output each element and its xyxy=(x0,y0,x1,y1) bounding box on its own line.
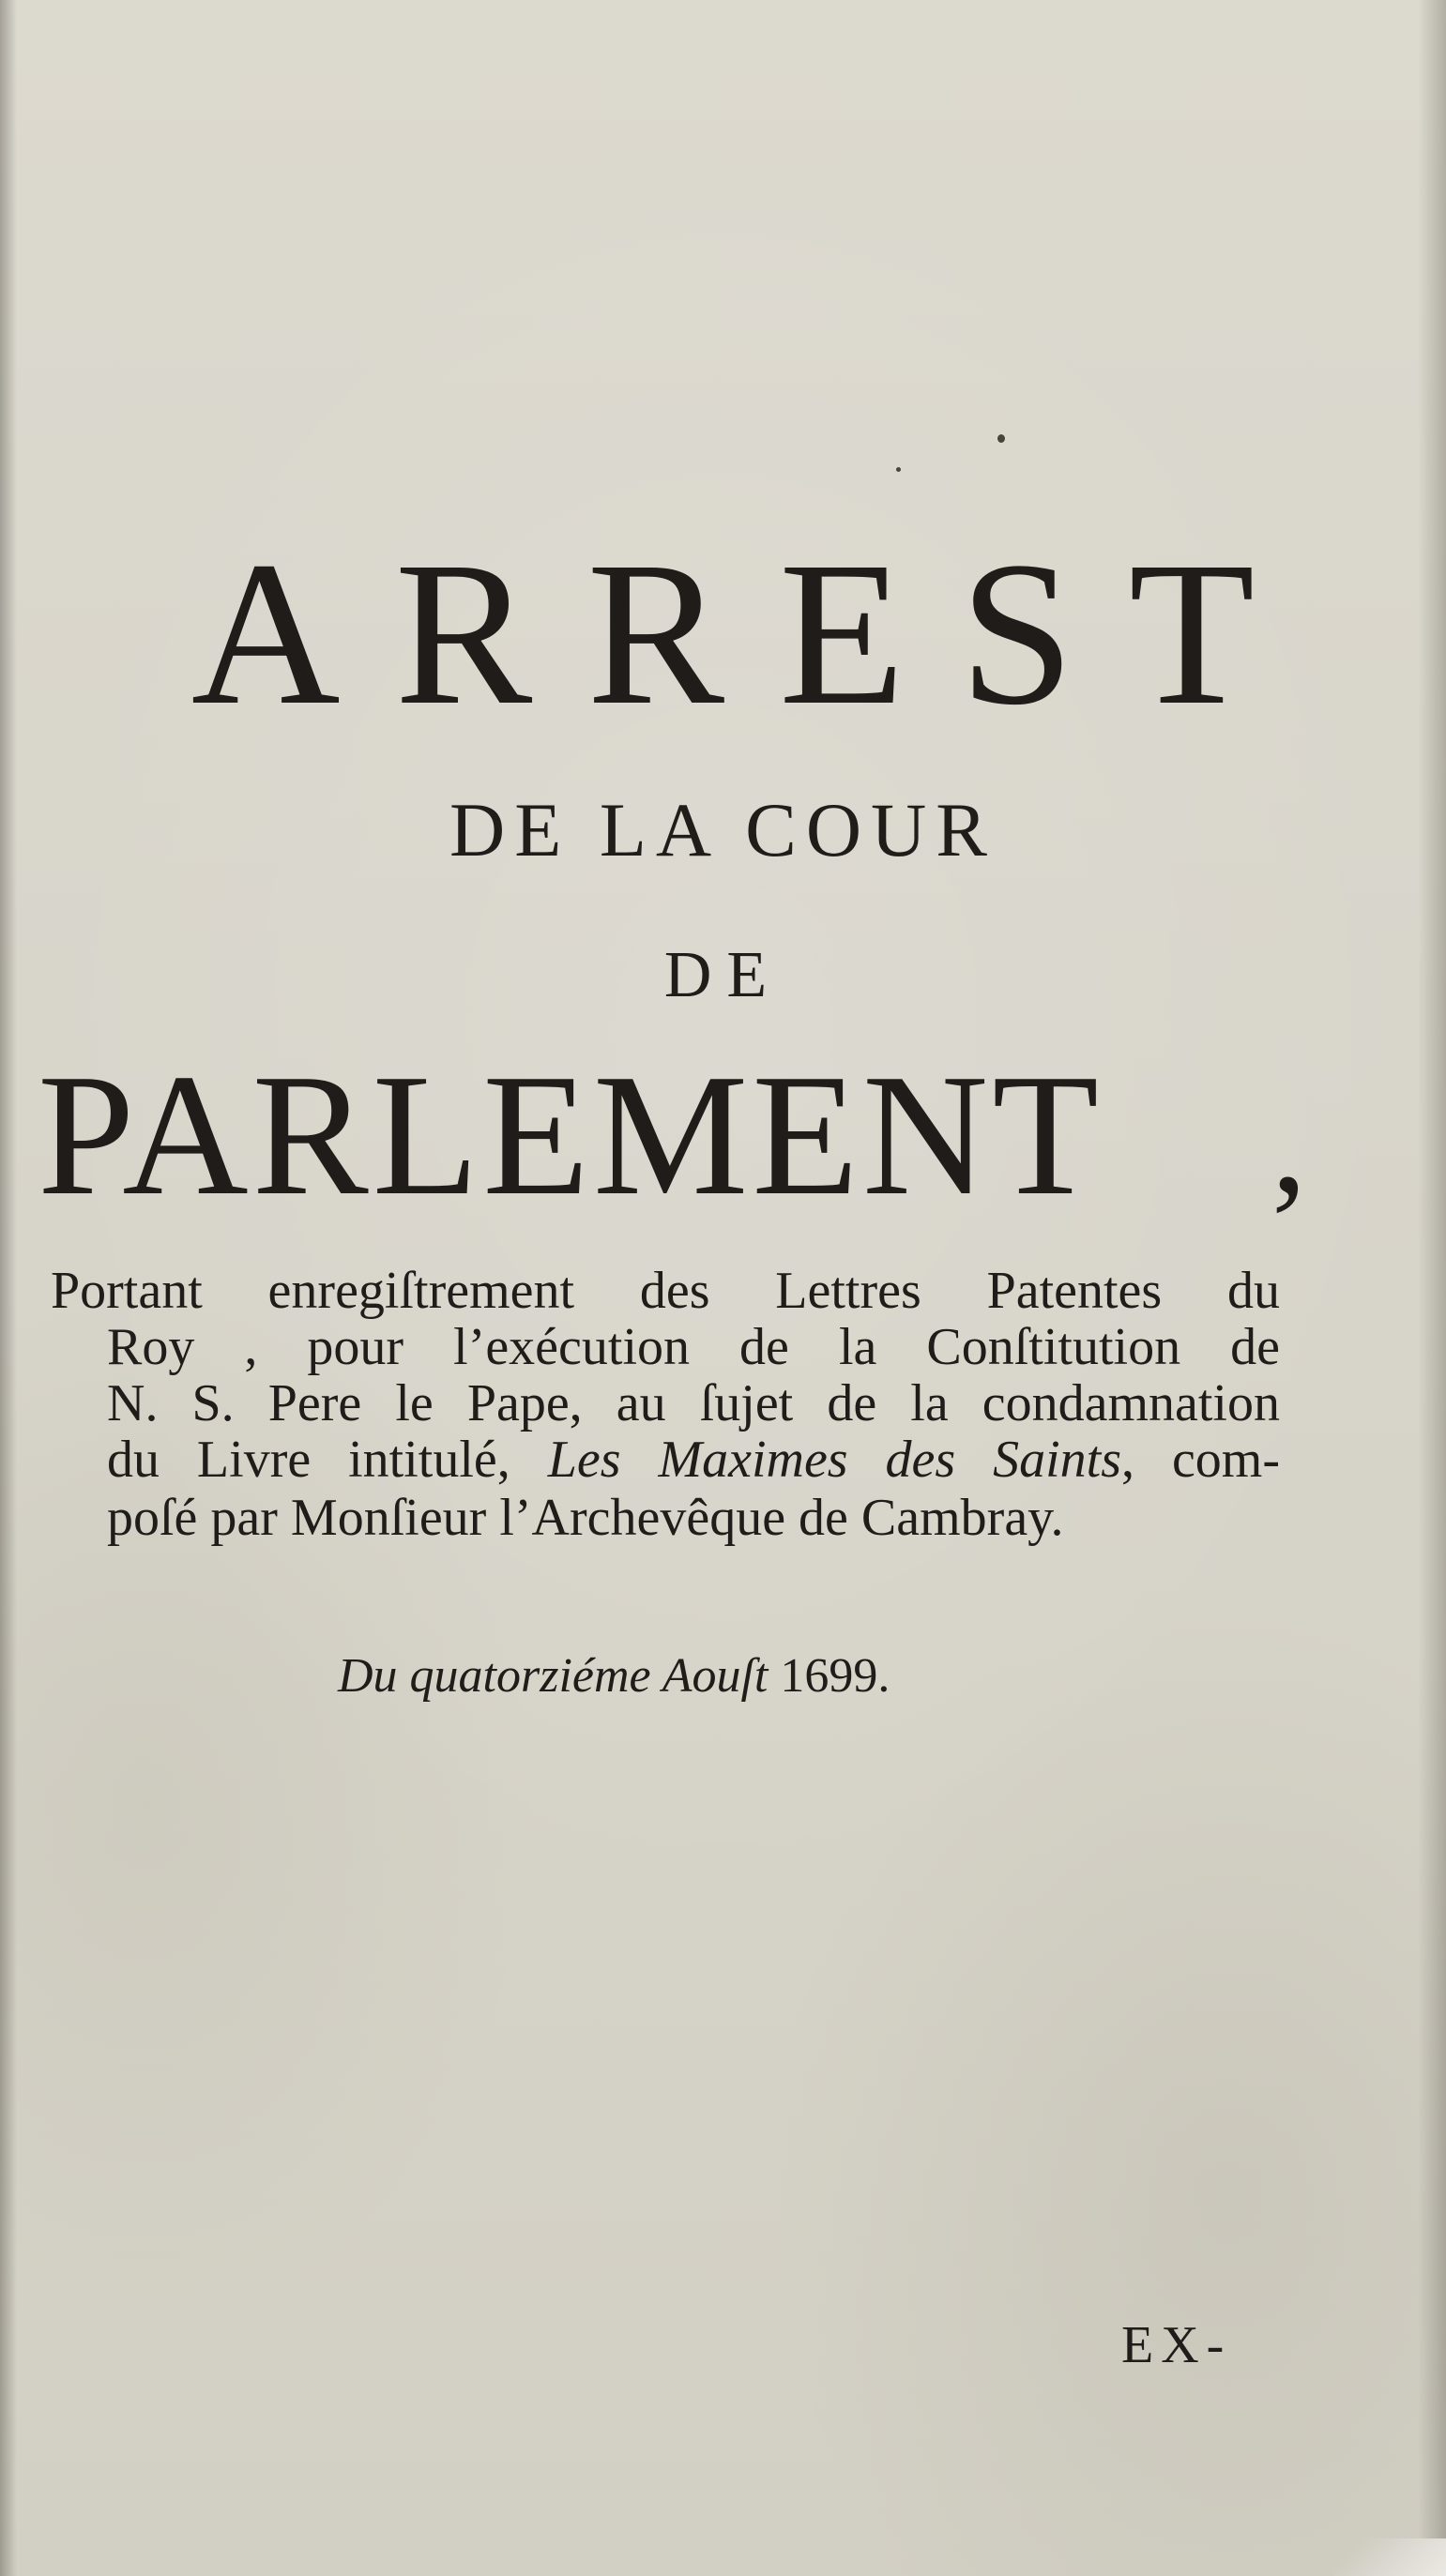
date-year: 1699. xyxy=(768,1649,890,1703)
title-parlement: PARLEMENT xyxy=(38,1038,1103,1232)
body-text-span: , com- xyxy=(1121,1431,1281,1489)
paper-speck xyxy=(896,467,901,472)
catchword: EX- xyxy=(1121,2316,1232,2374)
page-right-shadow xyxy=(1418,0,1446,2576)
date-italic: Du quatorziéme Aouſt xyxy=(338,1649,769,1703)
body-line: N. S. Pere le Pape, au ſujet de la condamnation xyxy=(107,1374,1280,1432)
paper-speck xyxy=(997,434,1005,443)
title-de: DE xyxy=(663,939,783,1011)
page-left-shadow xyxy=(0,0,17,2576)
body-line: Portant enregiſtrement des Lettres Patentes du xyxy=(51,1262,1280,1320)
body-line: poſé par Monſieur l’Archevêque de Cambray. xyxy=(107,1489,1064,1547)
body-line: Roy , pour l’exécution de la Conſtitution de xyxy=(107,1318,1280,1376)
book-title-italic: Les Maximes des Saints xyxy=(547,1431,1122,1489)
date-line xyxy=(338,1646,890,1706)
title-comma: , xyxy=(1271,1067,1307,1222)
body-text-span: du Livre intitulé, xyxy=(107,1431,548,1489)
title-arrest: ARREST xyxy=(190,519,1310,748)
page-corner-highlight xyxy=(1333,2538,1446,2576)
body-line xyxy=(107,1431,1280,1489)
title-de-la-cour: DE LA COUR xyxy=(449,787,997,872)
